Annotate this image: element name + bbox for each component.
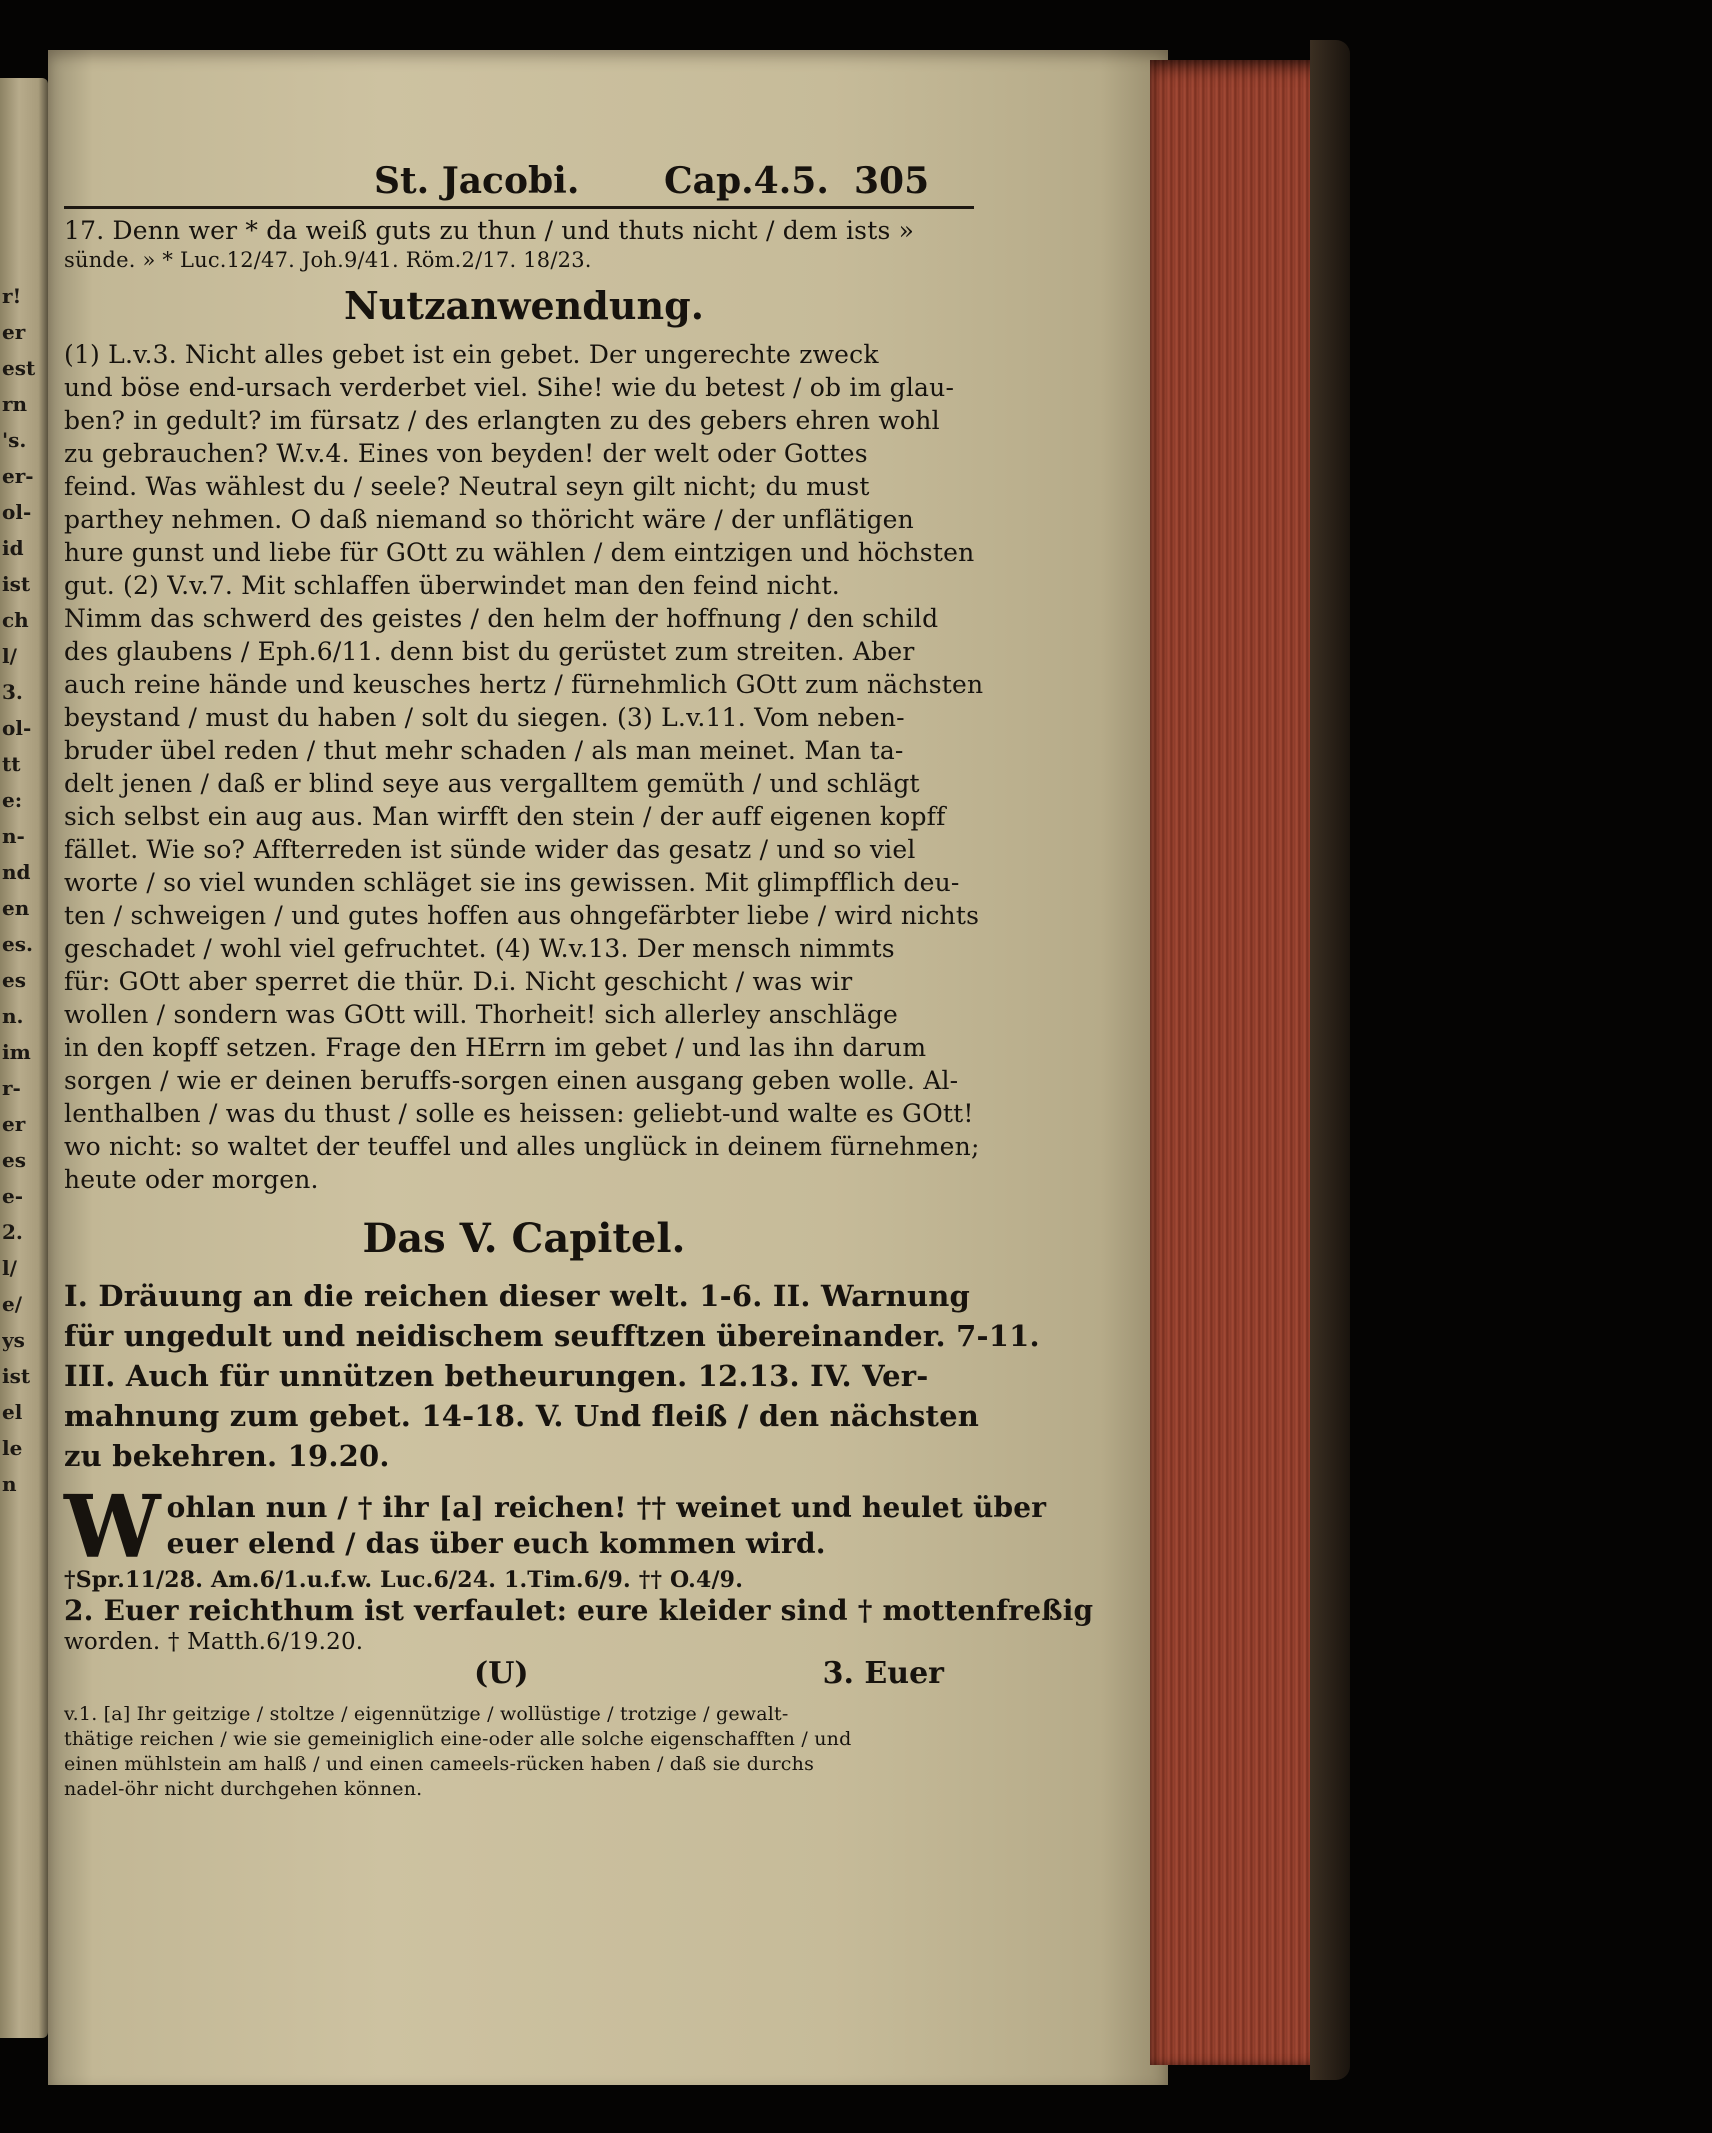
text-line: Nimm das schwerd des geistes / den helm der hoffnung / den schild [64, 604, 939, 633]
margin-fragment: im [2, 1040, 31, 1064]
text-line: thätige reichen / wie sie gemeiniglich eine-oder alle solche eigenschafften / und [64, 1728, 852, 1750]
text-line: gut. (2) V.v.7. Mit schlaffen überwindet man den feind nicht. [64, 571, 840, 600]
margin-fragment: l/ [2, 1256, 17, 1280]
text-line: heute oder morgen. [64, 1165, 319, 1194]
text-line: nadel-öhr nicht durchgehen können. [64, 1778, 423, 1800]
left-page-margin-text [2, 278, 44, 1978]
verse-line: ohlan nun / † ihr [a] reichen! †† weinet und heulet über [166, 1491, 1047, 1524]
text-line: feind. Was wählest du / seele? Neutral seyn gilt nicht; du must [64, 472, 870, 501]
margin-fragment: rn [2, 392, 28, 416]
chapter-heading: Das V. Capitel. [362, 1215, 686, 1262]
verse-17 [64, 214, 984, 274]
verse-line: worden. † Matth.6/19.20. [64, 1629, 364, 1655]
text-line: beystand / must du haben / solt du siegen. (3) L.v.11. Vom neben- [64, 703, 905, 732]
page-content [64, 160, 1094, 1802]
text-line: einen mühlstein am halß / und einen cameels-rücken haben / daß sie durchs [64, 1753, 815, 1775]
margin-fragment: ys [2, 1328, 25, 1352]
margin-fragment: e: [2, 788, 23, 812]
text-line: ten / schweigen / und gutes hoffen aus ohngefärbter liebe / wird nichts [64, 901, 980, 930]
margin-fragment: nd [2, 860, 31, 884]
margin-fragment: est [2, 356, 36, 380]
footnote [64, 1702, 984, 1802]
margin-fragment: ch [2, 608, 29, 632]
margin-fragment: ist [2, 1364, 31, 1388]
margin-fragment: el [2, 1400, 23, 1424]
drop-cap: W [64, 1477, 161, 1578]
text-line: wo nicht: so waltet der teuffel und alles unglück in deinem fürnehmen; [64, 1132, 980, 1161]
application-heading: Nutzanwendung. [344, 283, 704, 328]
chapter-summary [64, 1276, 1040, 1476]
signature-mark: (U) [474, 1656, 529, 1691]
text-line: zu gebrauchen? W.v.4. Eines von beyden! der welt oder Gottes [64, 439, 868, 468]
signature-row [64, 1656, 984, 1702]
margin-fragment: n. [2, 1004, 24, 1028]
text-line: sich selbst ein aug aus. Man wirfft den stein / der auff eigenen kopff [64, 802, 946, 831]
text-line: I. Dräuung an die reichen dieser welt. 1-6. II. Warnung [64, 1279, 971, 1313]
text-line: mahnung zum gebet. 14-18. V. Und fleiß / den nächsten [64, 1399, 980, 1433]
margin-fragment: er [2, 1112, 26, 1136]
application-text [64, 338, 984, 1196]
text-line: des glaubens / Eph.6/11. denn bist du gerüstet zum streiten. Aber [64, 637, 915, 666]
margin-fragment: l/ [2, 644, 17, 668]
text-line: fället. Wie so? Affterreden ist sünde wider das gesatz / und so viel [64, 835, 916, 864]
margin-fragment: le [2, 1436, 23, 1460]
margin-fragment: 2. [2, 1220, 23, 1244]
margin-fragment: es. [2, 932, 33, 956]
catchword: 3. Euer [822, 1656, 944, 1691]
text-line: (1) L.v.3. Nicht alles gebet ist ein gebet. Der ungerechte zweck [64, 340, 879, 369]
running-header [64, 160, 984, 210]
text-line: bruder übel reden / thut mehr schaden / als man meinet. Man ta- [64, 736, 904, 765]
text-line: v.1. [a] Ihr geitzige / stoltze / eigennützige / wollüstige / trotzige / gewalt- [64, 1703, 789, 1725]
margin-fragment: e- [2, 1184, 24, 1208]
margin-fragment: 's. [2, 428, 27, 452]
margin-fragment: ol- [2, 500, 32, 524]
margin-fragment: id [2, 536, 24, 560]
text-line: geschadet / wohl viel gefruchtet. (4) W.v.13. Der mensch nimmts [64, 934, 895, 963]
book-cover [1310, 40, 1350, 2080]
verse-line: euer elend / das über euch kommen wird. [166, 1527, 826, 1560]
text-line: hure gunst und liebe für GOtt zu wählen / dem eintzigen und höchsten [64, 538, 975, 567]
margin-fragment: ol- [2, 716, 32, 740]
margin-fragment: e/ [2, 1292, 23, 1316]
verse-references: †Spr.11/28. Am.6/1.u.f.w. Luc.6/24. 1.Tim.6/9. †† O.4/9. [64, 1567, 744, 1593]
page-number: 305 [854, 160, 930, 202]
margin-fragment: n- [2, 824, 25, 848]
margin-fragment: r! [2, 284, 22, 308]
header-title: St. Jacobi. [374, 160, 580, 202]
margin-fragment: es [2, 1148, 26, 1172]
text-line: delt jenen / daß er blind seye aus vergalltem gemüth / und schlägt [64, 769, 920, 798]
text-line: sorgen / wie er deinen beruffs-sorgen einen ausgang geben wolle. Al- [64, 1066, 959, 1095]
verse-1 [64, 1477, 1047, 1594]
text-line: ben? in gedult? im fürsatz / des erlangten zu des gebers ehren wohl [64, 406, 940, 435]
text-line: für ungedult und neidischem seufftzen übereinander. 7-11. [64, 1319, 1040, 1353]
text-line: und böse end-ursach verderbet viel. Sihe! wie du betest / ob im glau- [64, 373, 955, 402]
margin-fragment: es [2, 968, 26, 992]
text-line: wollen / sondern was GOtt will. Thorheit! sich allerley anschläge [64, 1000, 899, 1029]
text-line: worte / so viel wunden schläget sie ins gewissen. Mit glimpfflich deu- [64, 868, 960, 897]
margin-fragment: n [2, 1472, 17, 1496]
book-fore-edge [1150, 60, 1330, 2065]
margin-fragment: er- [2, 464, 34, 488]
text-line: lenthalben / was du thust / solle es heissen: geliebt-und walte es GOtt! [64, 1099, 974, 1128]
text-line: in den kopff setzen. Frage den HErrn im gebet / und las ihn darum [64, 1033, 927, 1062]
text-line: auch reine hände und keusches hertz / fürnehmlich GOtt zum nächsten [64, 670, 984, 699]
margin-fragment: ist [2, 572, 31, 596]
margin-fragment: 3. [2, 680, 23, 704]
margin-fragment: er [2, 320, 26, 344]
text-line: parthey nehmen. O daß niemand so thöricht wäre / der unflätigen [64, 505, 914, 534]
margin-fragment: tt [2, 752, 21, 776]
text-line: III. Auch für unnützen betheurungen. 12.13. IV. Ver- [64, 1359, 929, 1393]
text-line: zu bekehren. 19.20. [64, 1439, 390, 1473]
header-chapter: Cap.4.5. [664, 160, 829, 202]
verse-line: 17. Denn wer * da weiß guts zu thun / und thuts nicht / dem ists » [64, 216, 915, 245]
verse-line: sünde. » * Luc.12/47. Joh.9/41. Röm.2/17. 18/23. [64, 248, 592, 272]
margin-fragment: r- [2, 1076, 21, 1100]
text-line: für: GOtt aber sperret die thür. D.i. Nicht geschicht / was wir [64, 967, 853, 996]
left-page-edge [0, 78, 48, 2038]
verse-line: 2. Euer reichthum ist verfaulet: eure kleider sind † mottenfreßig [64, 1594, 1094, 1627]
margin-fragment: en [2, 896, 30, 920]
verse-2 [64, 1594, 1094, 1656]
header-rule [64, 206, 974, 209]
